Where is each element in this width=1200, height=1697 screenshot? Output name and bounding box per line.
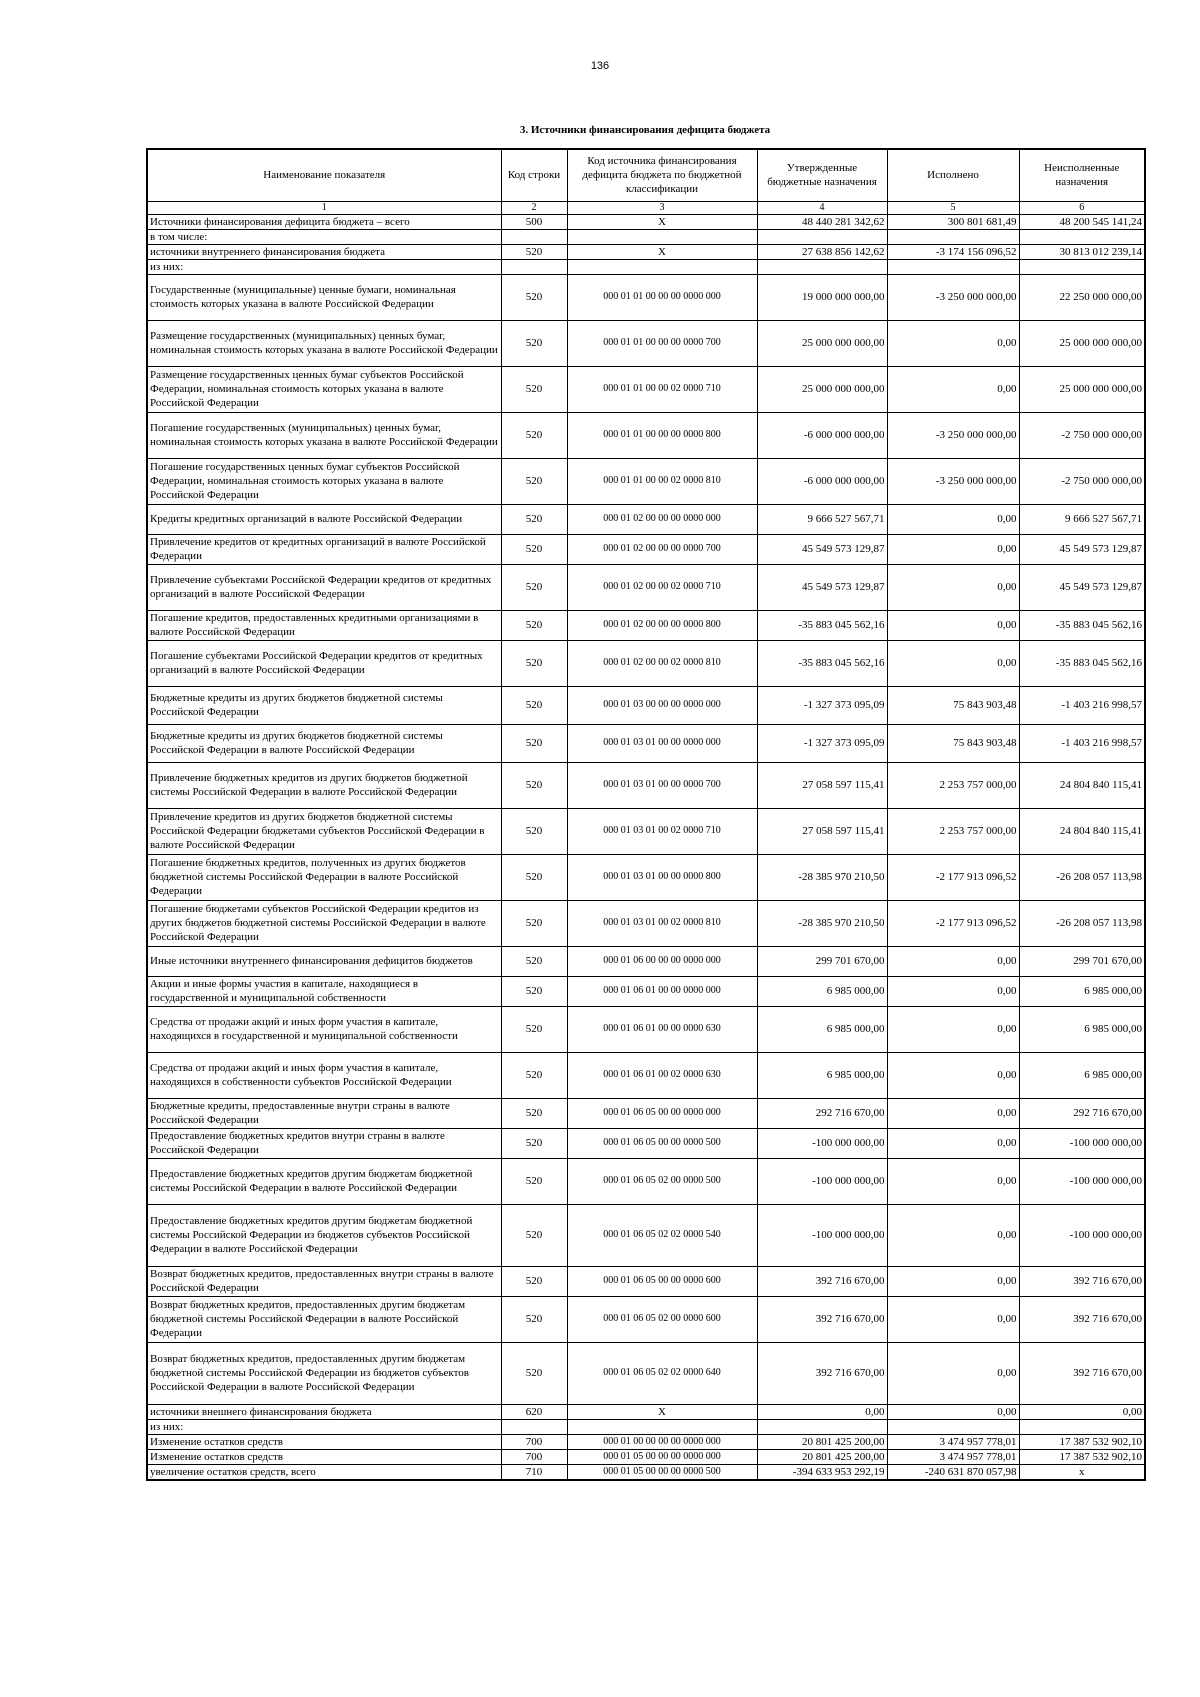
unexecuted-amount-cell: 24 804 840 115,41 — [1019, 762, 1145, 808]
source-code-cell: X — [567, 214, 757, 229]
indicator-name-cell: Изменение остатков средств — [147, 1434, 501, 1449]
unexecuted-amount-cell: 22 250 000 000,00 — [1019, 274, 1145, 320]
executed-amount-cell: 0,00 — [887, 1296, 1019, 1342]
indicator-name-cell: Предоставление бюджетных кредитов другим бюджетам бюджетной системы Российской Федерации в валюте Российской Федерации — [147, 1158, 501, 1204]
row-code-cell: 520 — [501, 1342, 567, 1404]
source-code-cell: 000 01 02 00 00 02 0000 810 — [567, 640, 757, 686]
executed-amount-cell: 0,00 — [887, 640, 1019, 686]
table-row — [147, 229, 1145, 244]
executed-amount-cell: 0,00 — [887, 1266, 1019, 1296]
table-row — [147, 1434, 1145, 1449]
table-row — [147, 320, 1145, 366]
table-row — [147, 808, 1145, 854]
table-body — [147, 214, 1145, 1480]
executed-amount-cell: 0,00 — [887, 1052, 1019, 1098]
executed-amount-cell: -2 177 913 096,52 — [887, 900, 1019, 946]
indicator-name-cell: Иные источники внутреннего финансирования дефицитов бюджетов — [147, 946, 501, 976]
table-row — [147, 1449, 1145, 1464]
source-code-cell: 000 01 03 01 00 00 0000 700 — [567, 762, 757, 808]
executed-amount-cell: 0,00 — [887, 534, 1019, 564]
row-code-cell: 620 — [501, 1404, 567, 1419]
table-row — [147, 900, 1145, 946]
unexecuted-amount-cell: -1 403 216 998,57 — [1019, 686, 1145, 724]
unexecuted-amount-cell: 25 000 000 000,00 — [1019, 366, 1145, 412]
table-row — [147, 1464, 1145, 1480]
unexecuted-amount-cell: 9 666 527 567,71 — [1019, 504, 1145, 534]
row-code-cell: 520 — [501, 1204, 567, 1266]
row-code-cell: 520 — [501, 762, 567, 808]
table-row — [147, 976, 1145, 1006]
approved-amount-cell: 45 549 573 129,87 — [757, 534, 887, 564]
executed-amount-cell: 0,00 — [887, 320, 1019, 366]
executed-amount-cell: 0,00 — [887, 610, 1019, 640]
approved-amount-cell — [757, 259, 887, 274]
unexecuted-amount-cell: 392 716 670,00 — [1019, 1266, 1145, 1296]
table-row — [147, 1098, 1145, 1128]
approved-amount-cell: 6 985 000,00 — [757, 1052, 887, 1098]
row-code-cell: 520 — [501, 458, 567, 504]
unexecuted-amount-cell: 24 804 840 115,41 — [1019, 808, 1145, 854]
source-code-cell: 000 01 03 01 00 00 0000 000 — [567, 724, 757, 762]
indicator-name-cell: Бюджетные кредиты, предоставленные внутри страны в валюте Российской Федерации — [147, 1098, 501, 1128]
row-code-cell: 710 — [501, 1464, 567, 1480]
row-code-cell: 520 — [501, 366, 567, 412]
table-row — [147, 640, 1145, 686]
executed-amount-cell: 0,00 — [887, 1342, 1019, 1404]
unexecuted-amount-cell: -2 750 000 000,00 — [1019, 458, 1145, 504]
executed-amount-cell: 3 474 957 778,01 — [887, 1449, 1019, 1464]
source-code-cell: 000 01 01 00 00 02 0000 710 — [567, 366, 757, 412]
executed-amount-cell: 0,00 — [887, 504, 1019, 534]
indicator-name-cell: Погашение бюджетами субъектов Российской Федерации кредитов из других бюджетов бюджетной системы Российской Федерации в валюте Российской Федерации — [147, 900, 501, 946]
executed-amount-cell: 0,00 — [887, 366, 1019, 412]
table-row — [147, 610, 1145, 640]
unexecuted-amount-cell: 48 200 545 141,24 — [1019, 214, 1145, 229]
column-header-source-code: Код источника финансирования дефицита бюджета по бюджетной классификации — [567, 149, 757, 201]
source-code-cell: 000 01 06 05 02 00 0000 500 — [567, 1158, 757, 1204]
indicator-name-cell: Предоставление бюджетных кредитов другим бюджетам бюджетной системы Российской Федерации из бюджетов субъектов Российской Федерации в валюте Российской Федерации — [147, 1204, 501, 1266]
indicator-name-cell: Бюджетные кредиты из других бюджетов бюджетной системы Российской Федерации — [147, 686, 501, 724]
executed-amount-cell: -3 250 000 000,00 — [887, 458, 1019, 504]
table-row — [147, 762, 1145, 808]
row-code-cell: 520 — [501, 320, 567, 366]
table-row — [147, 412, 1145, 458]
indicator-name-cell: Кредиты кредитных организаций в валюте Российской Федерации — [147, 504, 501, 534]
column-number-row — [147, 201, 1145, 214]
indicator-name-cell: увеличение остатков средств, всего — [147, 1464, 501, 1480]
approved-amount-cell: 45 549 573 129,87 — [757, 564, 887, 610]
table-row — [147, 724, 1145, 762]
source-code-cell: 000 01 02 00 00 00 0000 700 — [567, 534, 757, 564]
column-number: 3 — [567, 201, 757, 214]
indicator-name-cell: Источники финансирования дефицита бюджета – всего — [147, 214, 501, 229]
row-code-cell — [501, 229, 567, 244]
unexecuted-amount-cell: -100 000 000,00 — [1019, 1204, 1145, 1266]
table-row — [147, 259, 1145, 274]
approved-amount-cell: 299 701 670,00 — [757, 946, 887, 976]
unexecuted-amount-cell: 392 716 670,00 — [1019, 1342, 1145, 1404]
unexecuted-amount-cell: 45 549 573 129,87 — [1019, 534, 1145, 564]
unexecuted-amount-cell: 292 716 670,00 — [1019, 1098, 1145, 1128]
approved-amount-cell: -100 000 000,00 — [757, 1128, 887, 1158]
row-code-cell: 700 — [501, 1449, 567, 1464]
source-code-cell: 000 01 06 01 00 00 0000 000 — [567, 976, 757, 1006]
indicator-name-cell: Привлечение кредитов из других бюджетов бюджетной системы Российской Федерации бюджетами субъектов Российской Федерации в валюте Российской Федерации — [147, 808, 501, 854]
table-row — [147, 366, 1145, 412]
unexecuted-amount-cell: 17 387 532 902,10 — [1019, 1449, 1145, 1464]
row-code-cell: 520 — [501, 1098, 567, 1128]
unexecuted-amount-cell: 6 985 000,00 — [1019, 1052, 1145, 1098]
row-code-cell: 520 — [501, 564, 567, 610]
column-number: 4 — [757, 201, 887, 214]
indicator-name-cell: из них: — [147, 259, 501, 274]
column-header-approved: Утвержденные бюджетные назначения — [757, 149, 887, 201]
column-number: 6 — [1019, 201, 1145, 214]
source-code-cell: 000 01 01 00 00 02 0000 810 — [567, 458, 757, 504]
approved-amount-cell — [757, 1419, 887, 1434]
approved-amount-cell: 0,00 — [757, 1404, 887, 1419]
unexecuted-amount-cell: -26 208 057 113,98 — [1019, 900, 1145, 946]
unexecuted-amount-cell: -1 403 216 998,57 — [1019, 724, 1145, 762]
table-row — [147, 1006, 1145, 1052]
approved-amount-cell: 392 716 670,00 — [757, 1342, 887, 1404]
indicator-name-cell: Возврат бюджетных кредитов, предоставленных другим бюджетам бюджетной системы Российской Федерации в валюте Российской Федерации — [147, 1296, 501, 1342]
indicator-name-cell: Бюджетные кредиты из других бюджетов бюджетной системы Российской Федерации в валюте Российской Федерации — [147, 724, 501, 762]
source-code-cell: 000 01 01 00 00 00 0000 800 — [567, 412, 757, 458]
column-number: 5 — [887, 201, 1019, 214]
executed-amount-cell: -3 250 000 000,00 — [887, 274, 1019, 320]
unexecuted-amount-cell: 0,00 — [1019, 1404, 1145, 1419]
table-row — [147, 1052, 1145, 1098]
source-code-cell — [567, 1419, 757, 1434]
table-row — [147, 1419, 1145, 1434]
approved-amount-cell: 392 716 670,00 — [757, 1266, 887, 1296]
table-row — [147, 274, 1145, 320]
page-title: 3. Источники финансирования дефицита бюджета — [519, 124, 771, 136]
table-row — [147, 1266, 1145, 1296]
unexecuted-amount-cell — [1019, 229, 1145, 244]
indicator-name-cell: Возврат бюджетных кредитов, предоставленных внутри страны в валюте Российской Федерации — [147, 1266, 501, 1296]
source-code-cell: 000 01 03 00 00 00 0000 000 — [567, 686, 757, 724]
approved-amount-cell — [757, 229, 887, 244]
approved-amount-cell: 27 058 597 115,41 — [757, 762, 887, 808]
approved-amount-cell: -28 385 970 210,50 — [757, 900, 887, 946]
table-row — [147, 854, 1145, 900]
indicator-name-cell: Привлечение субъектами Российской Федерации кредитов от кредитных организаций в валюте Российской Федерации — [147, 564, 501, 610]
row-code-cell: 520 — [501, 1296, 567, 1342]
unexecuted-amount-cell: 25 000 000 000,00 — [1019, 320, 1145, 366]
row-code-cell: 520 — [501, 1158, 567, 1204]
source-code-cell: 000 01 05 00 00 00 0000 500 — [567, 1464, 757, 1480]
column-number: 1 — [147, 201, 501, 214]
table-row — [147, 1342, 1145, 1404]
source-code-cell: 000 01 02 00 00 00 0000 000 — [567, 504, 757, 534]
unexecuted-amount-cell: -35 883 045 562,16 — [1019, 610, 1145, 640]
unexecuted-amount-cell: -2 750 000 000,00 — [1019, 412, 1145, 458]
financing-sources-table — [146, 148, 1146, 1481]
unexecuted-amount-cell: 17 387 532 902,10 — [1019, 1434, 1145, 1449]
executed-amount-cell: 3 474 957 778,01 — [887, 1434, 1019, 1449]
executed-amount-cell — [887, 1419, 1019, 1434]
row-code-cell: 520 — [501, 412, 567, 458]
source-code-cell: 000 01 06 01 00 00 0000 630 — [567, 1006, 757, 1052]
approved-amount-cell: 27 058 597 115,41 — [757, 808, 887, 854]
row-code-cell — [501, 259, 567, 274]
indicator-name-cell: в том числе: — [147, 229, 501, 244]
unexecuted-amount-cell: 45 549 573 129,87 — [1019, 564, 1145, 610]
table-row — [147, 1204, 1145, 1266]
executed-amount-cell: 2 253 757 000,00 — [887, 762, 1019, 808]
indicator-name-cell: Привлечение кредитов от кредитных организаций в валюте Российской Федерации — [147, 534, 501, 564]
approved-amount-cell: 20 801 425 200,00 — [757, 1434, 887, 1449]
executed-amount-cell: 0,00 — [887, 1098, 1019, 1128]
approved-amount-cell: -6 000 000 000,00 — [757, 412, 887, 458]
executed-amount-cell: 300 801 681,49 — [887, 214, 1019, 229]
unexecuted-amount-cell: 30 813 012 239,14 — [1019, 244, 1145, 259]
indicator-name-cell: Акции и иные формы участия в капитале, находящиеся в государственной и муниципальной собственности — [147, 976, 501, 1006]
column-header-executed: Исполнено — [887, 149, 1019, 201]
source-code-cell: 000 01 06 05 00 00 0000 000 — [567, 1098, 757, 1128]
approved-amount-cell: -35 883 045 562,16 — [757, 640, 887, 686]
approved-amount-cell: -1 327 373 095,09 — [757, 724, 887, 762]
table-row — [147, 1128, 1145, 1158]
approved-amount-cell: 392 716 670,00 — [757, 1296, 887, 1342]
approved-amount-cell: 6 985 000,00 — [757, 976, 887, 1006]
table-row — [147, 1158, 1145, 1204]
row-code-cell: 520 — [501, 946, 567, 976]
indicator-name-cell: Погашение государственных ценных бумаг субъектов Российской Федерации, номинальная стоимость которых указана в валюте Российской Федерации — [147, 458, 501, 504]
executed-amount-cell: 0,00 — [887, 1204, 1019, 1266]
approved-amount-cell: -35 883 045 562,16 — [757, 610, 887, 640]
row-code-cell: 520 — [501, 504, 567, 534]
column-header-row-code: Код строки — [501, 149, 567, 201]
approved-amount-cell: -100 000 000,00 — [757, 1158, 887, 1204]
unexecuted-amount-cell: 299 701 670,00 — [1019, 946, 1145, 976]
executed-amount-cell: 75 843 903,48 — [887, 686, 1019, 724]
source-code-cell: 000 01 06 01 00 02 0000 630 — [567, 1052, 757, 1098]
column-header-unexecuted: Неисполненные назначения — [1019, 149, 1145, 201]
row-code-cell: 520 — [501, 1266, 567, 1296]
approved-amount-cell: -28 385 970 210,50 — [757, 854, 887, 900]
indicator-name-cell: Погашение бюджетных кредитов, полученных из других бюджетов бюджетной системы Российской Федерации в валюте Российской Федерации — [147, 854, 501, 900]
unexecuted-amount-cell: 392 716 670,00 — [1019, 1296, 1145, 1342]
row-code-cell: 500 — [501, 214, 567, 229]
row-code-cell: 520 — [501, 1006, 567, 1052]
unexecuted-amount-cell: 6 985 000,00 — [1019, 976, 1145, 1006]
indicator-name-cell: Средства от продажи акций и иных форм участия в капитале, находящихся в собственности субъектов Российской Федерации — [147, 1052, 501, 1098]
executed-amount-cell — [887, 259, 1019, 274]
unexecuted-amount-cell: -100 000 000,00 — [1019, 1158, 1145, 1204]
source-code-cell — [567, 229, 757, 244]
source-code-cell: 000 01 01 00 00 00 0000 000 — [567, 274, 757, 320]
executed-amount-cell: 0,00 — [887, 946, 1019, 976]
unexecuted-amount-cell — [1019, 1419, 1145, 1434]
source-code-cell: 000 01 03 01 00 02 0000 710 — [567, 808, 757, 854]
indicator-name-cell: источники внутреннего финансирования бюджета — [147, 244, 501, 259]
table-row — [147, 1296, 1145, 1342]
executed-amount-cell: -3 250 000 000,00 — [887, 412, 1019, 458]
approved-amount-cell: 9 666 527 567,71 — [757, 504, 887, 534]
executed-amount-cell: 2 253 757 000,00 — [887, 808, 1019, 854]
executed-amount-cell: 0,00 — [887, 1006, 1019, 1052]
table-row — [147, 686, 1145, 724]
row-code-cell: 520 — [501, 610, 567, 640]
approved-amount-cell: 25 000 000 000,00 — [757, 366, 887, 412]
source-code-cell: 000 01 00 00 00 00 0000 000 — [567, 1434, 757, 1449]
row-code-cell: 520 — [501, 976, 567, 1006]
indicator-name-cell: Размещение государственных ценных бумаг субъектов Российской Федерации, номинальная стоимость которых указана в валюте Российской Федерации — [147, 366, 501, 412]
approved-amount-cell: -1 327 373 095,09 — [757, 686, 887, 724]
indicator-name-cell: Погашение кредитов, предоставленных кредитными организациями в валюте Российской Федерации — [147, 610, 501, 640]
source-code-cell: 000 01 03 01 00 00 0000 800 — [567, 854, 757, 900]
row-code-cell: 520 — [501, 244, 567, 259]
source-code-cell: 000 01 06 00 00 00 0000 000 — [567, 946, 757, 976]
executed-amount-cell: 0,00 — [887, 976, 1019, 1006]
row-code-cell: 520 — [501, 534, 567, 564]
executed-amount-cell: -3 174 156 096,52 — [887, 244, 1019, 259]
approved-amount-cell: -100 000 000,00 — [757, 1204, 887, 1266]
indicator-name-cell: Привлечение бюджетных кредитов из других бюджетов бюджетной системы Российской Федерации в валюте Российской Федерации — [147, 762, 501, 808]
approved-amount-cell: 20 801 425 200,00 — [757, 1449, 887, 1464]
indicator-name-cell: Государственные (муниципальные) ценные бумаги, номинальная стоимость которых указана в валюте Российской Федерации — [147, 274, 501, 320]
table-row — [147, 458, 1145, 504]
executed-amount-cell: 0,00 — [887, 1158, 1019, 1204]
unexecuted-amount-cell — [1019, 259, 1145, 274]
header-row — [147, 149, 1145, 201]
table-row — [147, 564, 1145, 610]
page-number: 136 — [590, 60, 610, 72]
source-code-cell — [567, 259, 757, 274]
table-row — [147, 244, 1145, 259]
approved-amount-cell: -394 633 953 292,19 — [757, 1464, 887, 1480]
source-code-cell: 000 01 05 00 00 00 0000 000 — [567, 1449, 757, 1464]
row-code-cell: 520 — [501, 808, 567, 854]
indicator-name-cell: Изменение остатков средств — [147, 1449, 501, 1464]
row-code-cell: 520 — [501, 274, 567, 320]
approved-amount-cell: 48 440 281 342,62 — [757, 214, 887, 229]
row-code-cell: 520 — [501, 1052, 567, 1098]
approved-amount-cell: 19 000 000 000,00 — [757, 274, 887, 320]
source-code-cell: 000 01 03 01 00 02 0000 810 — [567, 900, 757, 946]
row-code-cell: 700 — [501, 1434, 567, 1449]
row-code-cell: 520 — [501, 900, 567, 946]
source-code-cell: 000 01 06 05 00 00 0000 600 — [567, 1266, 757, 1296]
table-row — [147, 504, 1145, 534]
source-code-cell: 000 01 06 05 00 00 0000 500 — [567, 1128, 757, 1158]
indicator-name-cell: источники внешнего финансирования бюджета — [147, 1404, 501, 1419]
column-header-name: Наименование показателя — [147, 149, 501, 201]
table-row — [147, 214, 1145, 229]
approved-amount-cell: 27 638 856 142,62 — [757, 244, 887, 259]
source-code-cell: 000 01 06 05 02 02 0000 540 — [567, 1204, 757, 1266]
source-code-cell: 000 01 01 00 00 00 0000 700 — [567, 320, 757, 366]
approved-amount-cell: 25 000 000 000,00 — [757, 320, 887, 366]
approved-amount-cell: 292 716 670,00 — [757, 1098, 887, 1128]
table-row — [147, 946, 1145, 976]
executed-amount-cell: -2 177 913 096,52 — [887, 854, 1019, 900]
indicator-name-cell: Предоставление бюджетных кредитов внутри страны в валюте Российской Федерации — [147, 1128, 501, 1158]
table-row — [147, 534, 1145, 564]
unexecuted-amount-cell: -35 883 045 562,16 — [1019, 640, 1145, 686]
indicator-name-cell: Погашение государственных (муниципальных) ценных бумаг, номинальная стоимость которых указана в валюте Российской Федерации — [147, 412, 501, 458]
unexecuted-amount-cell: -100 000 000,00 — [1019, 1128, 1145, 1158]
indicator-name-cell: из них: — [147, 1419, 501, 1434]
source-code-cell: 000 01 06 05 02 00 0000 600 — [567, 1296, 757, 1342]
executed-amount-cell — [887, 229, 1019, 244]
executed-amount-cell: -240 631 870 057,98 — [887, 1464, 1019, 1480]
source-code-cell: 000 01 06 05 02 02 0000 640 — [567, 1342, 757, 1404]
approved-amount-cell: 6 985 000,00 — [757, 1006, 887, 1052]
row-code-cell — [501, 1419, 567, 1434]
indicator-name-cell: Средства от продажи акций и иных форм участия в капитале, находящихся в государственной и муниципальной собственности — [147, 1006, 501, 1052]
row-code-cell: 520 — [501, 686, 567, 724]
source-code-cell: 000 01 02 00 00 00 0000 800 — [567, 610, 757, 640]
source-code-cell: X — [567, 1404, 757, 1419]
indicator-name-cell: Возврат бюджетных кредитов, предоставленных другим бюджетам бюджетной системы Российской Федерации из бюджетов субъектов Российской Федерации в валюте Российской Федерации — [147, 1342, 501, 1404]
row-code-cell: 520 — [501, 1128, 567, 1158]
executed-amount-cell: 0,00 — [887, 1128, 1019, 1158]
source-code-cell: 000 01 02 00 00 02 0000 710 — [567, 564, 757, 610]
source-code-cell: X — [567, 244, 757, 259]
unexecuted-amount-cell: 6 985 000,00 — [1019, 1006, 1145, 1052]
executed-amount-cell: 0,00 — [887, 1404, 1019, 1419]
approved-amount-cell: -6 000 000 000,00 — [757, 458, 887, 504]
row-code-cell: 520 — [501, 640, 567, 686]
table-row — [147, 1404, 1145, 1419]
unexecuted-amount-cell: -26 208 057 113,98 — [1019, 854, 1145, 900]
indicator-name-cell: Погашение субъектами Российской Федерации кредитов от кредитных организаций в валюте Российской Федерации — [147, 640, 501, 686]
executed-amount-cell: 0,00 — [887, 564, 1019, 610]
indicator-name-cell: Размещение государственных (муниципальных) ценных бумаг, номинальная стоимость которых указана в валюте Российской Федерации — [147, 320, 501, 366]
row-code-cell: 520 — [501, 724, 567, 762]
column-number: 2 — [501, 201, 567, 214]
unexecuted-amount-cell: x — [1019, 1464, 1145, 1480]
row-code-cell: 520 — [501, 854, 567, 900]
executed-amount-cell: 75 843 903,48 — [887, 724, 1019, 762]
